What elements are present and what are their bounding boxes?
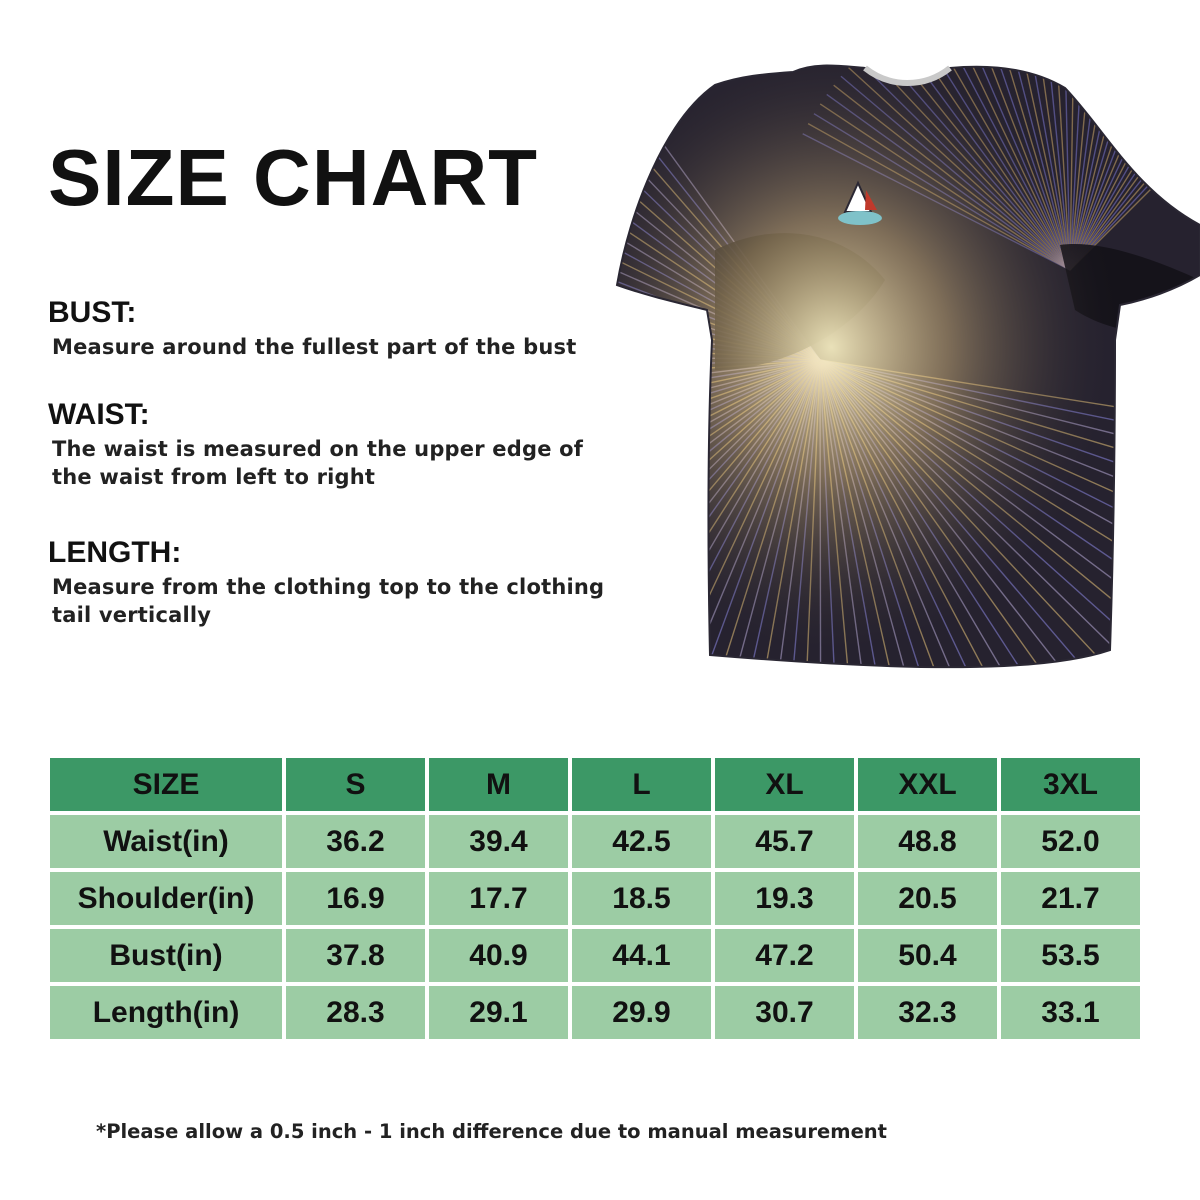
table-cell: 47.2	[715, 929, 854, 982]
table-cell: 32.3	[858, 986, 997, 1039]
row-label: Length(in)	[50, 986, 282, 1039]
table-cell: 48.8	[858, 815, 997, 868]
tshirt-image	[615, 40, 1200, 680]
table-cell: 53.5	[1001, 929, 1140, 982]
length-label: LENGTH:	[48, 536, 182, 569]
waist-description: The waist is measured on the upper edge of the waist from left to right	[52, 437, 584, 489]
table-cell: 17.7	[429, 872, 568, 925]
table-cell: 36.2	[286, 815, 425, 868]
table-cell: 33.1	[1001, 986, 1140, 1039]
header-size-l: L	[572, 758, 711, 811]
header-size-m: M	[429, 758, 568, 811]
bust-measurement	[48, 296, 576, 361]
table-cell: 29.9	[572, 986, 711, 1039]
header-size-s: S	[286, 758, 425, 811]
waist-label: WAIST:	[48, 398, 150, 431]
waist-measurement	[48, 398, 608, 491]
table-cell: 39.4	[429, 815, 568, 868]
table-row	[50, 929, 1140, 982]
bust-label: BUST:	[48, 296, 137, 329]
table-header-row	[50, 758, 1140, 811]
table-cell: 18.5	[572, 872, 711, 925]
table-row	[50, 986, 1140, 1039]
row-label: Bust(in)	[50, 929, 282, 982]
table-cell: 28.3	[286, 986, 425, 1039]
length-description: Measure from the clothing top to the clothing tail vertically	[52, 575, 605, 627]
footnote: *Please allow a 0.5 inch - 1 inch difference due to manual measurement	[96, 1120, 887, 1143]
table-cell: 42.5	[572, 815, 711, 868]
page-title: SIZE CHART	[48, 133, 538, 222]
table-cell: 20.5	[858, 872, 997, 925]
table-cell: 30.7	[715, 986, 854, 1039]
length-measurement	[48, 536, 608, 629]
table-cell: 50.4	[858, 929, 997, 982]
table-row	[50, 872, 1140, 925]
header-size-3xl: 3XL	[1001, 758, 1140, 811]
size-table	[46, 754, 1144, 1043]
table-row	[50, 815, 1140, 868]
bust-description: Measure around the fullest part of the bust	[52, 335, 577, 359]
table-cell: 37.8	[286, 929, 425, 982]
row-label: Shoulder(in)	[50, 872, 282, 925]
table-cell: 29.1	[429, 986, 568, 1039]
table-cell: 45.7	[715, 815, 854, 868]
table-cell: 52.0	[1001, 815, 1140, 868]
table-cell: 40.9	[429, 929, 568, 982]
table-cell: 44.1	[572, 929, 711, 982]
row-label: Waist(in)	[50, 815, 282, 868]
table-cell: 21.7	[1001, 872, 1140, 925]
table-cell: 16.9	[286, 872, 425, 925]
header-size-xl: XL	[715, 758, 854, 811]
header-size-xxl: XXL	[858, 758, 997, 811]
table-cell: 19.3	[715, 872, 854, 925]
header-size: SIZE	[50, 758, 282, 811]
